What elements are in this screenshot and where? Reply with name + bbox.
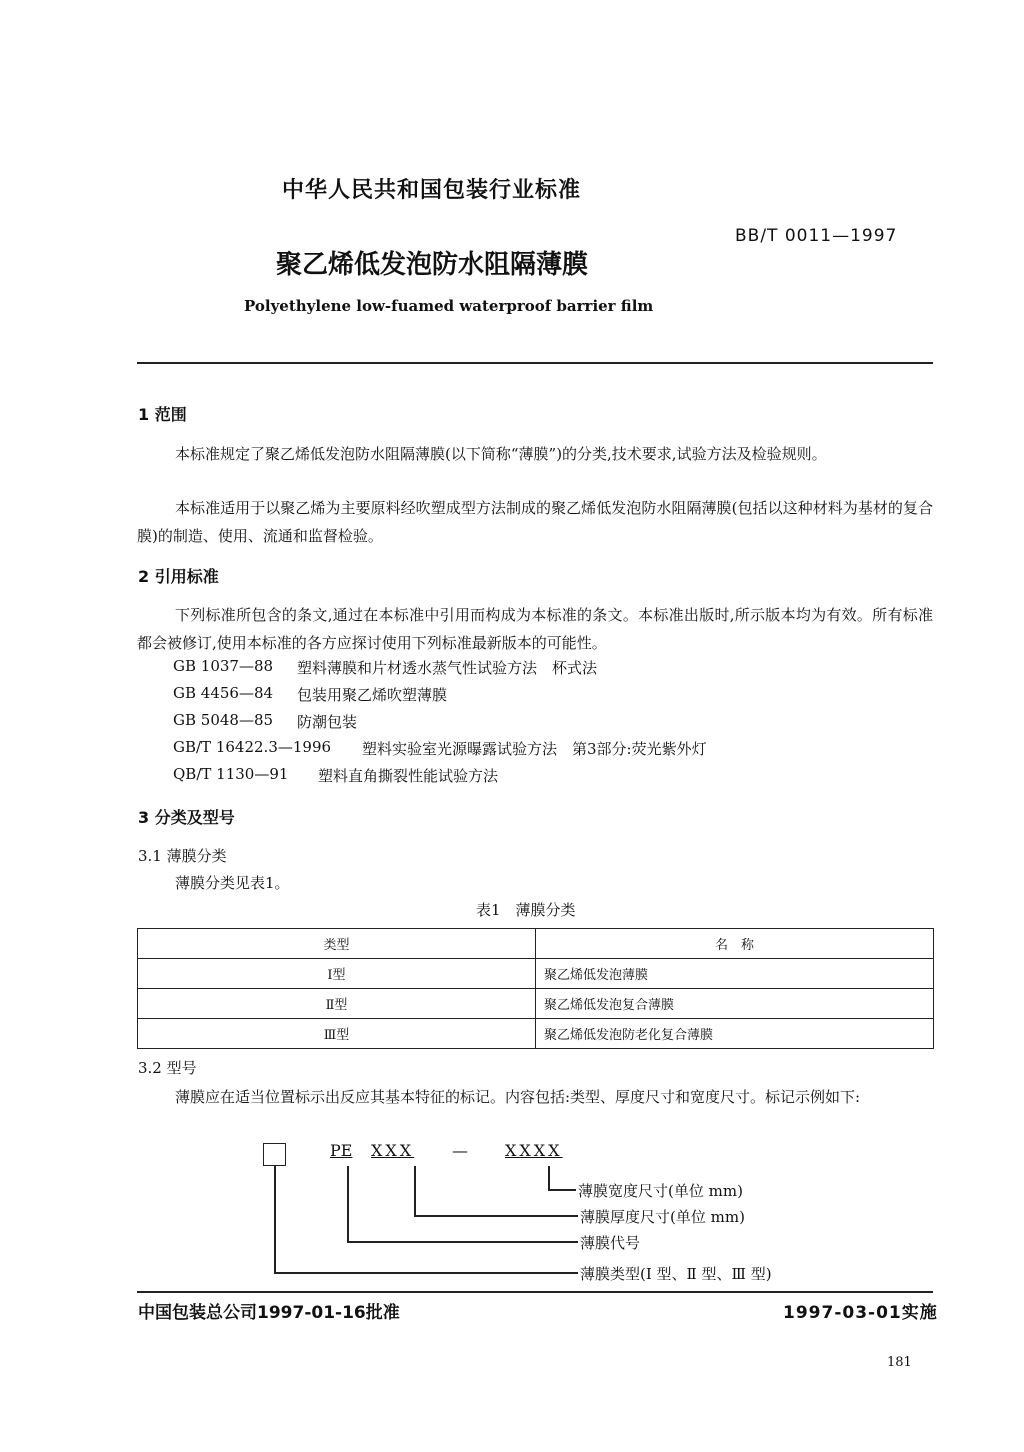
subsection-3-1-title: 3.1 薄膜分类 [138, 847, 227, 865]
table-caption: 表1 薄膜分类 [476, 901, 576, 919]
reference-code: GB 5048—85 [173, 711, 274, 729]
table-header-cell: 类型 [138, 929, 536, 959]
marking-dash: — [452, 1141, 468, 1160]
reference-name: 包装用聚乙烯吹塑薄膜 [297, 686, 448, 704]
standard-code: BB/T 0011—1997 [735, 226, 898, 246]
label-thickness: 薄膜厚度尺寸(单位 mm) [580, 1208, 745, 1226]
marking-width-placeholder: XXXX [505, 1141, 563, 1160]
section-2-paragraph: 下列标准所包含的条文,通过在本标准中引用而构成为本标准的条文。本标准出版时,所示版本均为有效。所有标准都会被修订,使用本标准的各方应探讨使用下列标准最新版本的可能性。 [137, 606, 933, 652]
classification-table [137, 928, 934, 1049]
label-code: 薄膜代号 [580, 1234, 641, 1252]
reference-name: 塑料直角撕裂性能试验方法 [318, 767, 499, 785]
label-width: 薄膜宽度尺寸(单位 mm) [578, 1182, 743, 1200]
subsection-3-1-text: 薄膜分类见表1。 [175, 874, 290, 892]
table-cell-type: Ⅱ型 [138, 989, 536, 1019]
header-divider [137, 362, 933, 364]
section-1-title: 1 范围 [138, 405, 187, 424]
table-cell-name: 聚乙烯低发泡薄膜 [536, 959, 934, 989]
reference-code: GB 4456—84 [173, 684, 274, 702]
section-1-paragraph-1: 本标准规定了聚乙烯低发泡防水阻隔薄膜(以下简称“薄膜”)的分类,技术要求,试验方法及检验规则。 [175, 445, 827, 463]
connector-line [414, 1166, 416, 1216]
section-2-title: 2 引用标准 [138, 567, 219, 586]
section-3-title: 3 分类及型号 [138, 808, 235, 827]
page-number: 181 [887, 1355, 912, 1370]
connector-line [347, 1241, 578, 1243]
subsection-3-2-title: 3.2 型号 [138, 1059, 197, 1077]
table-row [138, 959, 934, 989]
section-1-paragraph-2: 本标准适用于以聚乙烯为主要原料经吹塑成型方法制成的聚乙烯低发泡防水阻隔薄膜(包括以这种材料为基材的复合膜)的制造、使用、流通和监督检验。 [137, 499, 933, 545]
table-cell-type: Ⅰ型 [138, 959, 536, 989]
connector-line [274, 1272, 578, 1274]
type-box [263, 1143, 286, 1166]
reference-name: 塑料薄膜和片材透水蒸气性试验方法 杯式法 [297, 659, 598, 677]
table-header-cell: 名 称 [536, 929, 934, 959]
connector-line [347, 1166, 349, 1242]
reference-code: GB 1037—88 [173, 657, 274, 675]
connector-line [274, 1166, 276, 1273]
table-cell-name: 聚乙烯低发泡复合薄膜 [536, 989, 934, 1019]
subsection-3-2-text: 薄膜应在适当位置标示出反应其基本特征的标记。内容包括:类型、厚度尺寸和宽度尺寸。标记示例如下: [175, 1088, 861, 1106]
table-row [138, 989, 934, 1019]
reference-name: 塑料实验室光源曝露试验方法 第3部分:荧光紫外灯 [362, 740, 707, 758]
approval-statement: 中国包装总公司1997-01-16批准 [138, 1303, 400, 1323]
marking-thickness-placeholder: XXX [371, 1141, 415, 1160]
reference-code: QB/T 1130—91 [173, 765, 289, 783]
document-title-english: Polyethylene low-fuamed waterproof barrier film [244, 297, 654, 315]
table-cell-name: 聚乙烯低发泡防老化复合薄膜 [536, 1019, 934, 1049]
reference-name: 防潮包装 [297, 713, 358, 731]
standard-category: 中华人民共和国包装行业标准 [282, 178, 582, 203]
reference-code: GB/T 16422.3—1996 [173, 738, 332, 756]
table-cell-type: Ⅲ型 [138, 1019, 536, 1049]
document-title: 聚乙烯低发泡防水阻隔薄膜 [276, 250, 589, 280]
table-header-row [138, 929, 934, 959]
marking-pe: PE [330, 1141, 353, 1160]
label-type: 薄膜类型(Ⅰ 型、Ⅱ 型、Ⅲ 型) [580, 1265, 772, 1283]
footer-divider [137, 1291, 933, 1293]
effective-date: 1997-03-01实施 [783, 1303, 938, 1323]
connector-line [414, 1215, 578, 1217]
connector-line [548, 1166, 550, 1190]
table-row [138, 1019, 934, 1049]
connector-line [548, 1189, 576, 1191]
